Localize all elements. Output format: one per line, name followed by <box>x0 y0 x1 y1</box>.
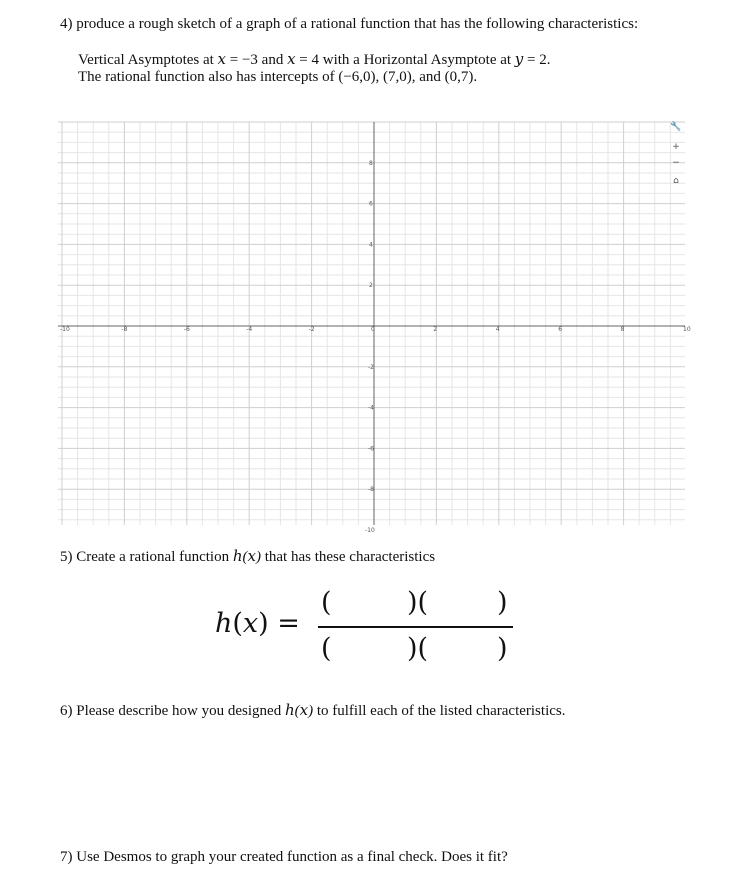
question-4-intercepts: The rational function also has intercepts of (−6,0), (7,0), and (0,7). <box>78 69 478 85</box>
x-tick-label: 8 <box>620 326 625 333</box>
question-5-prompt <box>60 547 435 566</box>
denominator-paren-mid: )( <box>407 633 429 664</box>
x-tick-label: 6 <box>558 326 563 333</box>
denominator-paren-close: ) <box>497 633 508 664</box>
x-tick-label: -2 <box>308 326 315 333</box>
question-4-title: 4) produce a rough sketch of a graph of a rational function that has the following characteristics: <box>60 16 639 32</box>
y-tick-label: -4 <box>368 404 374 412</box>
y-tick-label: 4 <box>369 241 373 249</box>
fraction-bar <box>318 626 513 628</box>
blank-graph-grid[interactable] <box>58 122 691 534</box>
y-tick-label: 6 <box>369 200 373 208</box>
zoom-in-button[interactable]: + <box>672 142 680 152</box>
y-tick-label: -10 <box>365 527 375 534</box>
x-tick-label: -10 <box>60 326 70 333</box>
home-icon[interactable]: ⌂ <box>673 176 679 186</box>
q5-function-name: ℎ(𝑥) <box>232 549 261 565</box>
x-tick-label: 0 <box>371 326 375 333</box>
wrench-icon[interactable]: 🔧 <box>670 122 682 132</box>
x-tick-label: -4 <box>246 326 253 333</box>
denominator-paren-open: ( <box>321 633 332 664</box>
y-tick-label: -6 <box>368 445 374 453</box>
h-of-x-equals: ℎ(𝑥) = <box>215 608 300 639</box>
y-tick-label: -8 <box>368 486 374 494</box>
x-tick-label: 10 <box>683 326 691 333</box>
question-4-asymptotes: Vertical Asymptotes at 𝑥 = −3 and 𝑥 = 4 with a Horizontal Asymptote at 𝑦 = 2. <box>78 52 551 68</box>
numerator-paren-open: ( <box>321 587 332 618</box>
q6-function-name: ℎ(𝑥) <box>284 703 314 719</box>
numerator-paren-close: ) <box>497 587 508 618</box>
q5-prompt-pre: 5) Create a rational function <box>60 549 233 565</box>
q6-pre: 6) Please describe how you designed <box>60 703 285 719</box>
y-tick-label: 8 <box>369 159 373 167</box>
x-tick-label: -8 <box>121 326 128 333</box>
zoom-out-button[interactable]: − <box>672 158 680 168</box>
question-6-prompt <box>60 701 565 720</box>
x-tick-label: -6 <box>183 326 190 333</box>
x-tick-label: 2 <box>433 326 438 333</box>
q5-prompt-post: that has these characteristics <box>260 549 436 565</box>
question-7-prompt: 7) Use Desmos to graph your created function as a final check. Does it fit? <box>60 849 508 865</box>
x-tick-label: 4 <box>495 326 500 333</box>
numerator-paren-mid: )( <box>407 587 429 618</box>
y-tick-label: -2 <box>368 363 374 371</box>
q6-post: to fulfill each of the listed characteristics. <box>313 703 566 719</box>
y-tick-label: 2 <box>369 282 373 290</box>
